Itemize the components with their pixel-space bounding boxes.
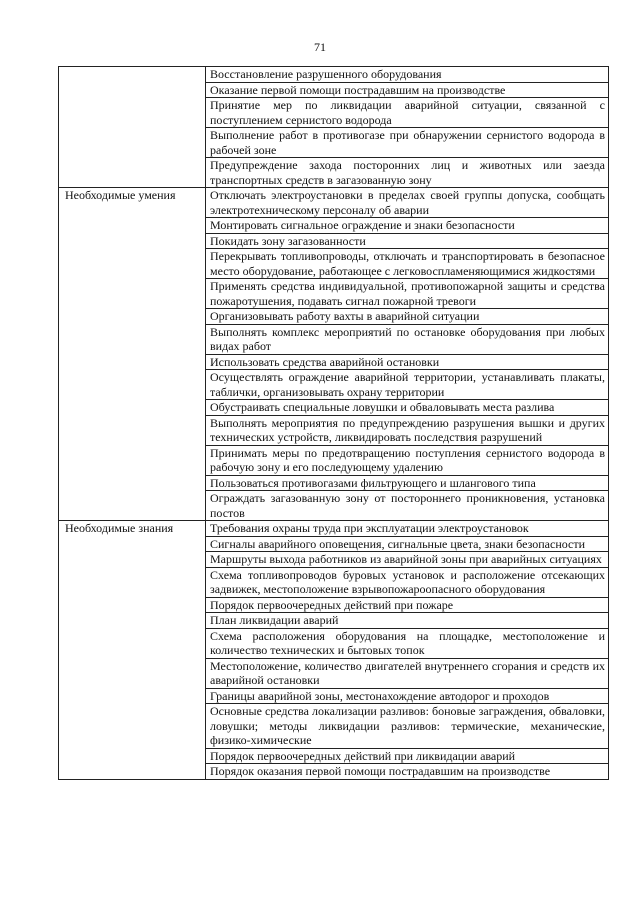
item-text: Принятие мер по ликвидации аварийной ситуации, связанной с поступлением сернистого водорода	[206, 98, 609, 128]
table-row	[59, 67, 609, 83]
item-text: Порядок первоочередных действий при ликвидации аварий	[206, 748, 609, 764]
item-text: Маршруты выхода работников из аварийной зоны при аварийных ситуациях	[206, 552, 609, 568]
table-row	[59, 521, 609, 537]
item-text: Выполнять комплекс мероприятий по остановке оборудования при любых видах работ	[206, 324, 609, 354]
item-text: Осуществлять ограждение аварийной территории, устанавливать плакаты, таблички, организовывать охрану территории	[206, 370, 609, 400]
section-label: Необходимые знания	[59, 521, 206, 780]
item-text: Выполнение работ в противогазе при обнаружении сернистого водорода в рабочей зоне	[206, 128, 609, 158]
item-text: Обустраивать специальные ловушки и обваловывать места разлива	[206, 400, 609, 416]
page-number: 71	[314, 40, 326, 54]
item-text: Сигналы аварийного оповещения, сигнальные цвета, знаки безопасности	[206, 536, 609, 552]
requirements-table-body	[59, 67, 609, 780]
section-label: Необходимые умения	[59, 188, 206, 521]
item-text: Выполнять мероприятия по предупреждению разрушения вышки и других технических устройств, ликвидировать последствия разрушений	[206, 415, 609, 445]
item-text: План ликвидации аварий	[206, 613, 609, 629]
item-text: Схема топливопроводов буровых установок и расположение отсекающих задвижек, местоположение взрывопожароопасного оборудования	[206, 567, 609, 597]
requirements-table	[58, 66, 609, 780]
item-text: Порядок первоочередных действий при пожаре	[206, 597, 609, 613]
item-text: Монтировать сигнальное ограждение и знаки безопасности	[206, 218, 609, 234]
item-text: Схема расположения оборудования на площадке, местоположение и количество технических и бытовых топок	[206, 628, 609, 658]
item-text: Организовывать работу вахты в аварийной ситуации	[206, 309, 609, 325]
item-text: Пользоваться противогазами фильтрующего и шлангового типа	[206, 475, 609, 491]
item-text: Применять средства индивидуальной, противопожарной защиты и средства пожаротушения, подавать сигнал пожарной тревоги	[206, 279, 609, 309]
item-text: Предупреждение захода посторонних лиц и животных или заезда транспортных средств в загазованную зону	[206, 158, 609, 188]
item-text: Границы аварийной зоны, местонахождение автодорог и проходов	[206, 688, 609, 704]
item-text: Ограждать загазованную зону от постороннего проникновения, установка постов	[206, 491, 609, 521]
item-text: Основные средства локализации разливов: боновые заграждения, обваловки, ловушки; методы ликвидации разливов: термические, механические, физико-химические	[206, 704, 609, 749]
item-text: Использовать средства аварийной остановки	[206, 354, 609, 370]
table-row	[59, 188, 609, 218]
item-text: Требования охраны труда при эксплуатации электроустановок	[206, 521, 609, 537]
item-text: Оказание первой помощи пострадавшим на производстве	[206, 82, 609, 98]
item-text: Отключать электроустановки в пределах своей группы допуска, сообщать электротехническому персоналу об аварии	[206, 188, 609, 218]
item-text: Восстановление разрушенного оборудования	[206, 67, 609, 83]
item-text: Покидать зону загазованности	[206, 233, 609, 249]
item-text: Принимать меры по предотвращению поступления сернистого водорода в рабочую зону и его последующему удалению	[206, 445, 609, 475]
item-text: Местоположение, количество двигателей внутреннего сгорания и средств их аварийной остановки	[206, 658, 609, 688]
section-label	[59, 67, 206, 188]
item-text: Перекрывать топливопроводы, отключать и транспортировать в безопасное место оборудование, работающее с легковоспламеняющимися жидкостями	[206, 249, 609, 279]
item-text: Порядок оказания первой помощи пострадавшим на производстве	[206, 764, 609, 780]
